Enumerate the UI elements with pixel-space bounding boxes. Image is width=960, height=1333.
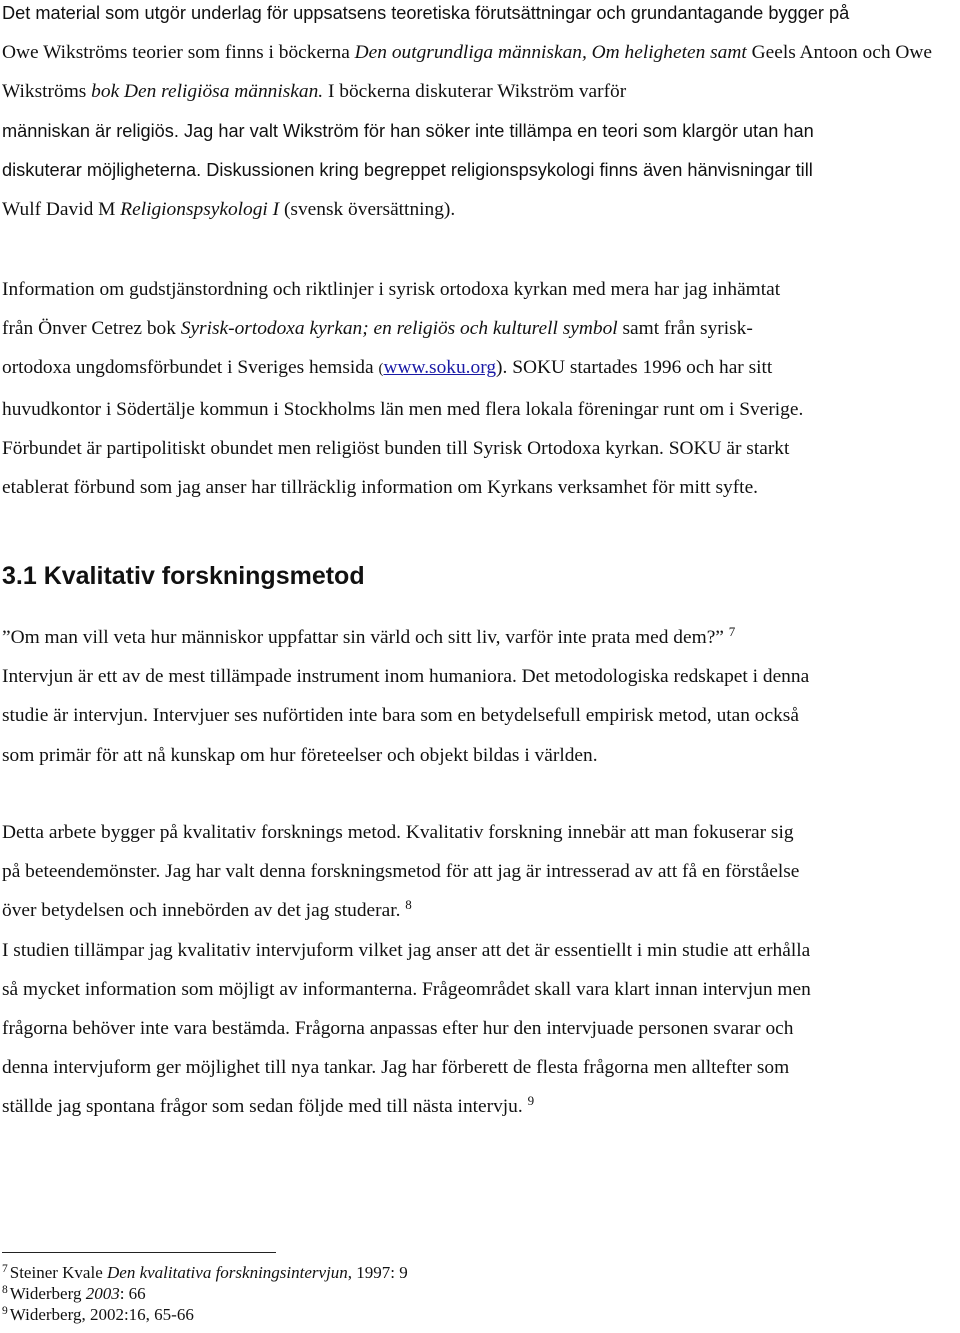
paragraph-text: från Önver Cetrez bok (2, 318, 181, 340)
paragraph-text: Detta arbete bygger på kvalitativ forsknings metod. Kvalitativ forskning innebär att man fokuserar sig (2, 822, 794, 843)
paragraph-text: diskuterar möjligheterna. Diskussionen kring begreppet religionspsykologi finns även hänvisningar till (2, 159, 813, 180)
footnote-reference[interactable]: 8 (405, 897, 412, 913)
paragraph-text: människan är religiös. Jag har valt Wikström för han söker inte tillämpa en teori som klargör utan han (2, 120, 814, 141)
paragraph-text: studie är intervjun. Intervjuer ses nuförtiden inte bara som en betydelsefull empirisk metod, utan också (2, 705, 799, 727)
book-title: Religionspsykologi I (120, 199, 280, 221)
footnote-number: 8 (2, 1284, 8, 1297)
footnote-item (2, 1262, 408, 1283)
footnotes (2, 1262, 408, 1325)
paragraph-text: etablerat förbund som jag anser har tillräcklig information om Kyrkans verksamhet för mitt syfte. (2, 477, 759, 499)
book-title: Syrisk-ortodoxa kyrkan; en religiös och kulturell symbol (180, 318, 618, 340)
paragraph-text: samt från syrisk- (617, 318, 753, 340)
paren-close: ) (496, 357, 503, 379)
footnote-title: Den kvalitativa forskningsintervjun (107, 1263, 348, 1282)
footnote-text: Widerberg, 2002:16, 65-66 (9, 1305, 194, 1324)
paragraph-text: (svensk översättning). (279, 199, 456, 221)
paragraph-text: Förbundet är partipolitiskt obundet men religiöst bunden till Syrisk Ortodoxa kyrkan. SOKU är starkt (2, 437, 790, 459)
paragraph-text: så mycket information som möjligt av informanterna. Frågeområdet skall vara klart innan intervjun men (2, 978, 811, 1000)
book-title: Den outgrundliga människan, Om heligheten samt (354, 42, 747, 64)
paragraph-qualitative-interview (2, 618, 958, 775)
footnote-text: : 66 (119, 1284, 146, 1303)
quote-text: ”Om man vill veta hur människor uppfattar sin värld och sitt liv, varför inte prata med dem?” (2, 627, 724, 648)
footnote-text: Steiner Kvale (9, 1263, 107, 1282)
paragraph-text: . SOKU startades 1996 och har sitt (502, 357, 773, 379)
footnote-number: 9 (2, 1305, 8, 1318)
paragraph-method (2, 813, 958, 1127)
paragraph-text: Intervjun är ett av de mest tillämpade instrument inom humaniora. Det metodologiska redskapet i denna (2, 666, 810, 688)
paragraph-church-information (2, 270, 958, 507)
paragraph-text: Det material som utgör underlag för uppsatsens teoretiska förutsättningar och grundantagande bygger på (2, 3, 850, 23)
paragraph-text: denna intervjuform ger möjlighet till nya tankar. Jag har förberett de flesta frågorna men alltefter som (2, 1057, 790, 1079)
paragraph-text: I böckerna diskuterar Wikström varför (323, 81, 627, 103)
paragraph-text: över betydelsen och innebörden av det jag studerar. (2, 900, 406, 922)
paragraph-text: ortodoxa ungdomsförbundet i Sveriges hemsida (2, 357, 379, 379)
footnote-number: 7 (2, 1263, 8, 1276)
paragraph-text: Owe Wikströms teorier som finns i böckerna (2, 42, 355, 64)
footnote-reference[interactable]: 9 (527, 1093, 535, 1109)
section-heading: 3.1 Kvalitativ forskningsmetod (2, 562, 365, 590)
footnote-text: , 1997: 9 (347, 1263, 408, 1282)
paren-open: ( (378, 361, 384, 378)
soku-website-link[interactable]: www.soku.org (383, 357, 497, 379)
footnote-item (2, 1283, 408, 1304)
footnote-divider (2, 1252, 276, 1253)
paragraph-text: ställde jag spontana frågor som sedan följde med till nästa intervju. (2, 1096, 528, 1118)
paragraph-text: Information om gudstjänstordning och riktlinjer i syrisk ortodoxa kyrkan med mera har jag inhämtat (2, 279, 781, 300)
footnote-item (2, 1304, 408, 1325)
paragraph-text: Wulf David M (2, 199, 121, 221)
paragraph-text: på beteendemönster. Jag har valt denna forskningsmetod för att jag är intresserad av att få en förståelse (2, 861, 800, 883)
paragraph-text: I studien tillämpar jag kvalitativ intervjuform vilket jag anser att det är essentiellt i min studie att erhålla (2, 939, 811, 961)
paragraph-text: Geels Antoon och Owe Wikströms (2, 42, 933, 103)
paragraph-theory-sources (2, 0, 958, 229)
paragraph-text: som primär för att nå kunskap om hur företeelser och objekt bildas i världen. (2, 744, 598, 766)
paragraph-text: huvudkontor i Södertälje kommun i Stockholms län men med flera lokala föreningar runt om i Sverige. (2, 398, 804, 420)
footnote-text: Widerberg (9, 1284, 86, 1303)
paragraph-text: frågorna behöver inte vara bestämda. Frågorna anpassas efter hur den intervjuade personen svarar och (2, 1018, 794, 1040)
footnote-title: 2003 (85, 1284, 120, 1303)
footnote-reference[interactable]: 7 (728, 623, 736, 639)
book-title: bok Den religiösa människan. (91, 81, 324, 103)
